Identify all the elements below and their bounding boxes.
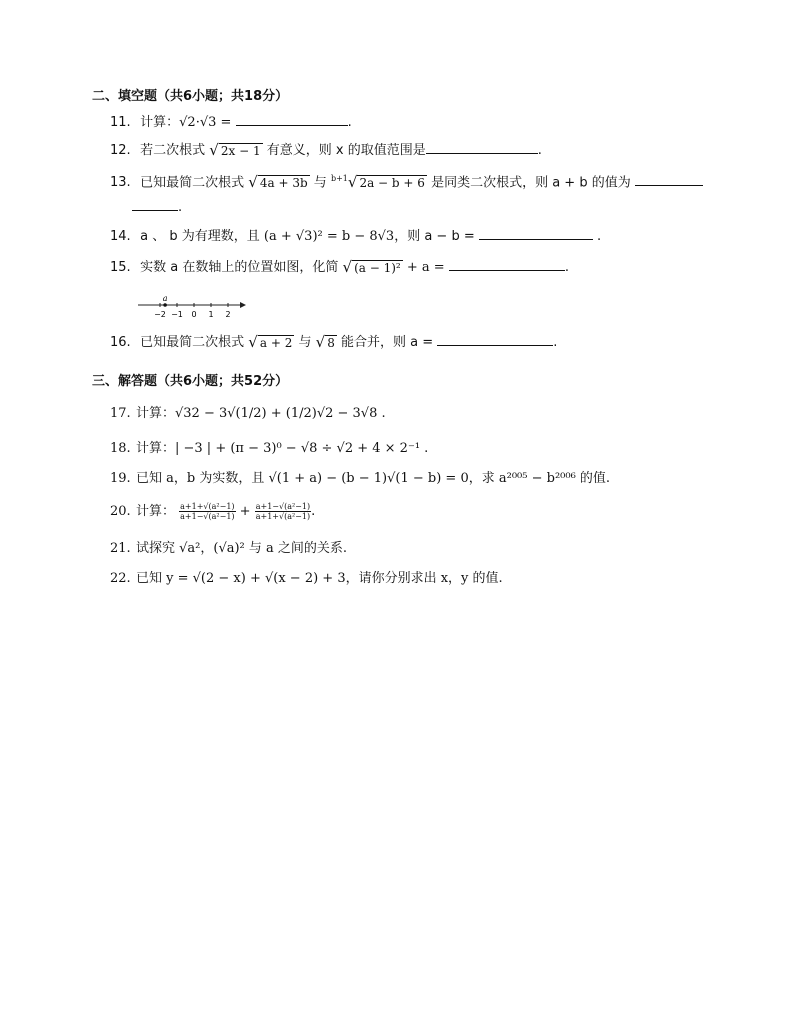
question-13: 13. 已知最简二次根式 √ 4a + 3b 与 $^{b+1}$ √ 2a − b + 6 是同类二次根式，则 a + b 的值为 <box>110 170 703 192</box>
answer-blank-13a[interactable] <box>635 173 703 186</box>
answer-blank-16[interactable] <box>437 333 553 346</box>
radical-13a: √ 4a + 3b <box>248 173 308 192</box>
question-11: 11. 计算：√2·√3 = . <box>110 115 352 130</box>
number-line-tick-label: −1 <box>171 310 183 319</box>
radical-15: √ (a − 1)² <box>342 258 401 276</box>
number-line-tick-label: −2 <box>154 310 166 319</box>
answer-blank-13b[interactable] <box>132 198 178 211</box>
number-line-tick-label: 1 <box>208 310 214 319</box>
number-line-figure <box>136 296 248 320</box>
radical-16b: √ 8 <box>315 333 335 351</box>
section-fill-title: 二、填空题（共6小题；共18分） <box>92 89 289 104</box>
question-13-continued: . <box>132 198 182 215</box>
number-line-arrow <box>240 302 246 308</box>
number-line-tick-label: 0 <box>191 310 197 319</box>
radical-index-13: b+1 <box>330 174 348 183</box>
answer-blank-15[interactable] <box>449 258 565 271</box>
radical-13b: √ 2a − b + 6 <box>347 173 425 192</box>
question-14: 14. a 、 b 为有理数，且 (a + √3)² = b − 8√3，则 a − b = . <box>110 229 602 244</box>
question-21: 21. 试探究 √a²，(√a)² 与 a 之间的关系. <box>110 541 348 556</box>
section-solve-title: 三、解答题（共6小题；共52分） <box>92 374 289 389</box>
radical-12: √ 2x − 1 <box>209 141 261 159</box>
answer-blank-12[interactable] <box>426 141 538 154</box>
question-17: 17. 计算：√32 − 3√(1/2) + (1/2)√2 − 3√8 . <box>110 406 386 421</box>
fraction-20a: $\frac{\text{a+1+√(a²−1)}}{\text{a+1−√(a²−1)}}$ <box>180 502 235 521</box>
point-a <box>163 303 167 307</box>
question-15: 15. 实数 a 在数轴上的位置如图，化简 √ (a − 1)² + a = . <box>110 258 569 276</box>
question-22: 22. 已知 y = √(2 − x) + √(x − 2) + 3，请你分别求出 x，y 的值. <box>110 571 503 586</box>
answer-blank-14[interactable] <box>479 227 593 240</box>
answer-blank-11[interactable] <box>236 113 348 126</box>
question-19: 19. 已知 a，b 为实数，且 √(1 + a) − (b − 1)√(1 − b) = 0，求 a²⁰⁰⁵ − b²⁰⁰⁶ 的值. <box>110 471 611 486</box>
question-12: 12. 若二次根式 √ 2x − 1 有意义，则 x 的取值范围是 . <box>110 141 542 159</box>
point-a-label: a <box>162 296 168 303</box>
question-20: 20. 计算： $\frac{\text{a+1+√(a²−1)}}{\text{a+1−√(a²−1)}}$ + $\frac{\text{a+1−√(a²−1)}}{\text{a+1+√(a²−1)}}$ . <box>110 502 316 521</box>
number-line-tick-label: 2 <box>225 310 231 319</box>
question-16: 16. 已知最简二次根式 √ a + 2 与 √ 8 能合并，则 a = . <box>110 333 558 351</box>
question-18: 18. 计算：| −3 | + (π − 3)⁰ − √8 ÷ √2 + 4 × 2⁻¹ . <box>110 441 429 456</box>
radical-16a: √ a + 2 <box>248 333 293 351</box>
fraction-20b: $\frac{\text{a+1−√(a²−1)}}{\text{a+1+√(a²−1)}}$ <box>255 502 311 521</box>
